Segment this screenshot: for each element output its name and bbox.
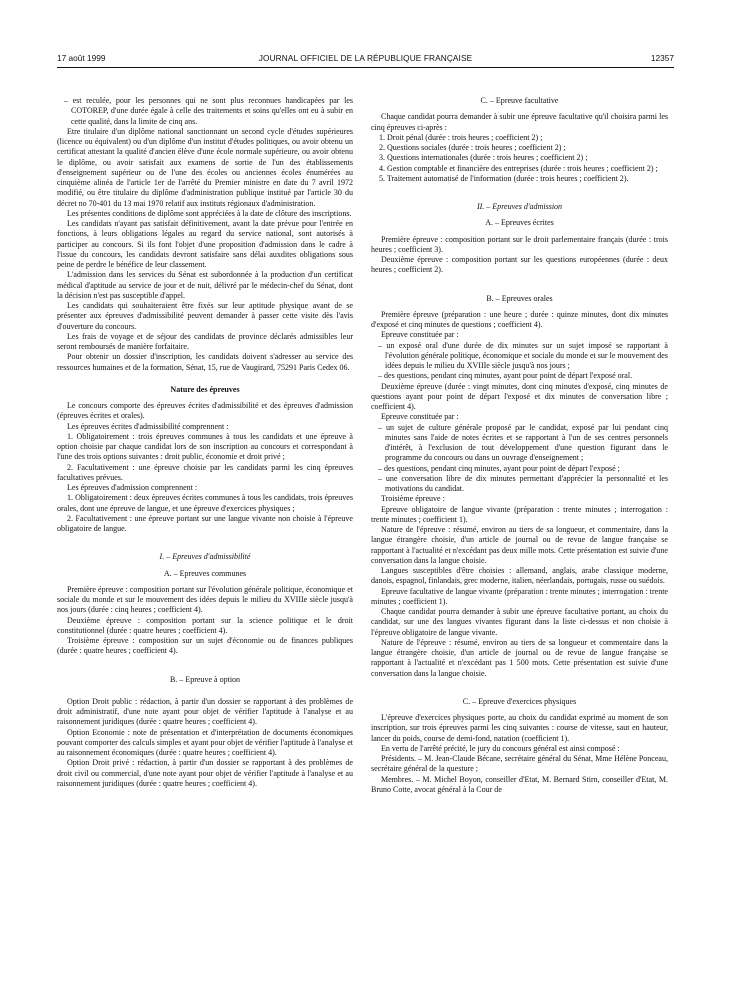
paragraph: Les épreuves d'admission comprennent : — [67, 483, 198, 492]
paragraph: Le concours comporte des épreuves écrites d'admissibilité et des épreuves d'admission (épreuves écrites et orales). — [57, 401, 353, 421]
paragraph: Epreuve constituée par : — [381, 412, 459, 422]
paragraph: Troisième épreuve : composition sur un sujet d'économie ou de finances publiques (durée : quatre heures ; coefficient 4). — [57, 636, 353, 656]
paragraph: 2. Facultativement : une épreuve portant sur une langue vivante non choisie à l'épreuve obligatoire de langue. — [57, 513, 353, 533]
page-number: 12357 — [650, 53, 674, 63]
paragraph: Membres. – M. Michel Boyon, conseiller d'Etat, M. Bernard Stirn, conseiller d'Etat, M. Bruno Cotte, avocat général à la Cour de — [371, 774, 668, 794]
paragraph: Etre titulaire d'un diplôme national sanctionnant un second cycle d'études supérieures (licence ou équivalent) ou d'un diplôme d'un institut d'études politiques, ou avoir obtenu un certificat attestant la qualité d'ancien élève d'une école normale supérieure, ou avoir obtenu le diplôme, ou avoir satisfait aux examens de sortie de l'un des établissements d'enseignement supérieur ou de l'une des écoles ou anciennes écoles énumérées au cinquième alinéa de l'article 1er de l'arrêté du Premier ministre en date du 7 avril 1972 modifié, ou être titulaire du diplôme d'administration publique institué par l'article 30 du décret no 70-401 du 13 mai 1970 relatif aux instituts régionaux d'administration. — [57, 126, 353, 208]
paragraph: Deuxième épreuve : composition portant sur la science politique et le droit constitutionnel (durée : quatre heures ; coefficient 4). — [57, 615, 353, 635]
paragraph: Nature de l'épreuve : résumé, environ au tiers de sa longueur, et commentaire, dans la langue étrangère choisie, d'un article de journal ou de revue de langue française se rapportant à l'actualité et n'excédant pas deux mille mots. Cette présentation est suivie d'une conversation dans la langue choisie. — [371, 525, 668, 565]
paragraph: Les frais de voyage et de séjour des candidats de province déclarés admissibles leur seront remboursés de manière forfaitaire. — [57, 331, 353, 351]
paragraph: Deuxième épreuve (durée : vingt minutes, dont cinq minutes d'exposé, cinq minutes de questions ayant pour point de départ l'exposé et dix minutes de conversation libre ; coefficient 4). — [371, 381, 668, 411]
paragraph: L'épreuve d'exercices physiques porte, au choix du candidat exprimé au moment de son inscription, sur trois épreuves parmi les cinq suivantes : course de vitesse, saut en hauteur, lancer du poids, course de demi-fond, natation (coefficient 1). — [371, 713, 668, 743]
paragraph: Deuxième épreuve : composition portant sur les questions européennes (durée : deux heures ; coefficient 2). — [371, 255, 668, 275]
paragraph: L'admission dans les services du Sénat est subordonnée à la production d'un certificat médical d'aptitude au service de jour et de nuit, délivré par le médecin-chef du Sénat, dont la décision n'est pas susceptible d'appel. — [57, 270, 353, 300]
section-heading: I. – Epreuves d'admissibilité — [159, 552, 251, 562]
journal-title: JOURNAL OFFICIEL DE LA RÉPUBLIQUE FRANÇAISE — [258, 53, 473, 63]
list-item: – une conversation libre de dix minutes permettant d'apprécier la personnalité et les motivations du candidat. — [378, 473, 668, 493]
subsection-heading: B. – Epreuve à option — [169, 674, 241, 684]
paragraph: Troisième épreuve : — [381, 494, 445, 504]
paragraph: Epreuve constituée par : — [381, 330, 459, 340]
subsection-heading: C. – Epreuve d'exercices physiques — [462, 696, 577, 706]
section-heading: II. – Epreuves d'admission — [476, 202, 563, 211]
paragraph: Option Economie : note de présentation et d'interprétation de documents économiques pouvant comporter des calculs simples et ayant pour objet de vérifier l'aptitude à l'analyse et au raisonnement économiques (durée : quatre heures ; coefficient 4). — [57, 727, 353, 757]
paragraph: Option Droit privé : rédaction, à partir d'un dossier se rapportant à des problèmes de droit civil ou commercial, d'une note ayant pour objet de vérifier l'aptitude à l'analyse et au raisonnement juridiques (durée : quatre heures ; coefficient 4). — [57, 758, 353, 788]
paragraph: Première épreuve : composition portant sur le droit parlementaire français (durée : trois heures ; coefficient 3). — [371, 234, 668, 254]
page-header — [57, 53, 674, 68]
list-item: – un exposé oral d'une durée de dix minutes sur un sujet imposé se rapportant à l'évolution générale politique, économique et sociale du monde et sur le mouvement des idées depuis le milieu du XVIIIe siècle jusqu'à nos jours ; — [378, 340, 668, 370]
right-column — [371, 96, 668, 795]
subsection-heading: A. – Epreuves écrites — [485, 218, 554, 228]
paragraph: Epreuve facultative de langue vivante (préparation : trente minutes ; interrogation : trente minutes ; coefficient 1). — [371, 586, 668, 606]
paragraph: Epreuve obligatoire de langue vivante (préparation : trente minutes ; interrogation : trente minutes ; coefficient 1). — [371, 504, 668, 524]
list-item: 2. Questions sociales (durée : trois heures ; coefficient 2) ; — [379, 143, 566, 152]
paragraph: Option Droit public : rédaction, à partir d'un dossier se rapportant à des problèmes de droit administratif, d'une note ayant pour objet de vérifier l'aptitude à l'analyse et au raisonnement juridiques (durée : quatre heures ; coefficient 4). — [57, 696, 353, 727]
paragraph: Pour obtenir un dossier d'inscription, les candidats doivent s'adresser au service des ressources humaines et de la formation, Sénat, 15, rue de Vaugirard, 75291 Paris Cedex 06. — [57, 352, 353, 372]
paragraph: 1. Obligatoirement : deux épreuves écrites communes à tous les candidats, trois épreuves orales, dont une épreuve de langue, et une épreuve d'exercices physiques ; — [57, 493, 353, 513]
subsection-heading: B. – Epreuves orales — [486, 293, 553, 303]
paragraph: Les candidats qui souhaiteraient être fixés sur leur aptitude physique avant de se présenter aux épreuves d'admissibilité peuvent demander à passer cette visite dès l'avis d'ouverture du concours. — [57, 301, 353, 331]
paragraph: Première épreuve (préparation : une heure ; durée : quinze minutes, dont dix minutes d'exposé et cinq minutes de questions ; coefficient 4). — [371, 309, 668, 329]
list-item: 3. Questions internationales (durée : trois heures ; coefficient 2) ; — [379, 153, 588, 163]
list-item: 5. Traitement automatisé de l'information (durée : trois heures ; coefficient 2). — [379, 173, 629, 183]
paragraph: Nature de l'épreuve : résumé, environ au tiers de sa longueur et commentaire dans la langue étrangère choisie, d'un article de journal ou de revue de langue française se rapportant à l'actualité et n'excédant pas 1 500 mots. Cette présentation est suivie d'une conversation dans la langue choisie. — [371, 637, 668, 678]
paragraph: Présidents. – M. Jean-Claude Bécane, secrétaire général du Sénat, Mme Hélène Ponceau, secrétaire général de la questure ; — [371, 754, 668, 774]
paragraph: Chaque candidat pourra demander à subir une épreuve facultative qu'il choisira parmi les cinq épreuves ci-après : — [371, 112, 668, 132]
paragraph: Les candidats n'ayant pas satisfait définitivement, avant la date prévue pour l'entrée en fonctions, à leurs obligations légales au regard du service national, sont autorisés à participer au concours. Si ils font l'objet d'une proposition d'admission dans le cadre à l'issue du concours, les candidats devront satisfaire sans délai auxdites obligations sous peine de perdre le bénéfice de leur classement. — [57, 219, 353, 269]
list-item: 4. Gestion comptable et financière des entreprises (durée : trois heures ; coefficient 2) ; — [379, 163, 658, 173]
paragraph: Langues susceptibles d'être choisies : allemand, anglais, arabe classique moderne, danois, espagnol, finlandais, grec moderne, italien, néerlandais, portugais, russe ou suédois. — [371, 566, 668, 586]
issue-date: 17 août 1999 — [57, 53, 106, 63]
list-item: – des questions, pendant cinq minutes, ayant pour point de départ l'exposé oral. — [378, 371, 633, 381]
paragraph: – est reculée, pour les personnes qui ne sont plus reconnues handicapées par les COTOREP, d'une durée égale à celle des traitements et soins qu'elles ont eu à subir en cette qualité, dans la limite de cinq ans. — [64, 96, 353, 126]
paragraph: 1. Obligatoirement : trois épreuves communes à tous les candidats et une épreuve à option choisie par chaque candidat lors de son inscription au concours et correspondant à l'une des trois options suivantes : droit public, économie et droit privé ; — [57, 431, 353, 462]
list-item: – des questions, pendant cinq minutes, ayant pour point de départ l'exposé ; — [378, 463, 620, 473]
left-column — [57, 96, 353, 789]
paragraph: Les épreuves écrites d'admissibilité comprennent : — [67, 421, 229, 431]
list-item: 1. Droit pénal (durée : trois heures ; coefficient 2) ; — [379, 132, 543, 142]
paragraph: Chaque candidat pourra demander à subir une épreuve facultative portant, au choix du candidat, sur une des langues vivantes figurant dans la liste ci-dessus et non choisie à l'épreuve obligatoire de langue vivante. — [371, 607, 668, 637]
paragraph: Première épreuve : composition portant sur l'évolution générale politique, économique et sociale du monde et sur le mouvement des idées depuis le milieu du XVIIIe siècle jusqu'à nos jours (durée : cinq heures ; coefficient 4). — [57, 584, 353, 615]
paragraph: En vertu de l'arrêté précité, le jury du concours général est ainsi composé : — [381, 743, 620, 753]
list-item: – un sujet de culture générale proposé par le candidat, exposé par lui pendant cinq minutes sans l'aide de notes écrites et se rapportant à l'un de ses centres personnels d'intérêt, à l'exclusion de tout développement d'une question figurant dans le programme du concours ou dans un ouvrage d'enseignement ; — [378, 422, 668, 463]
section-heading: Nature des épreuves — [170, 384, 240, 394]
paragraph: Les présentes conditions de diplôme sont appréciées à la date de clôture des inscriptions. — [67, 208, 352, 218]
paragraph: 2. Facultativement : une épreuve choisie par les candidats parmi les cinq épreuves facultatives prévues. — [57, 462, 353, 482]
subsection-heading: C. – Epreuve facultative — [480, 96, 559, 105]
subsection-heading: A. – Epreuves communes — [163, 568, 247, 578]
